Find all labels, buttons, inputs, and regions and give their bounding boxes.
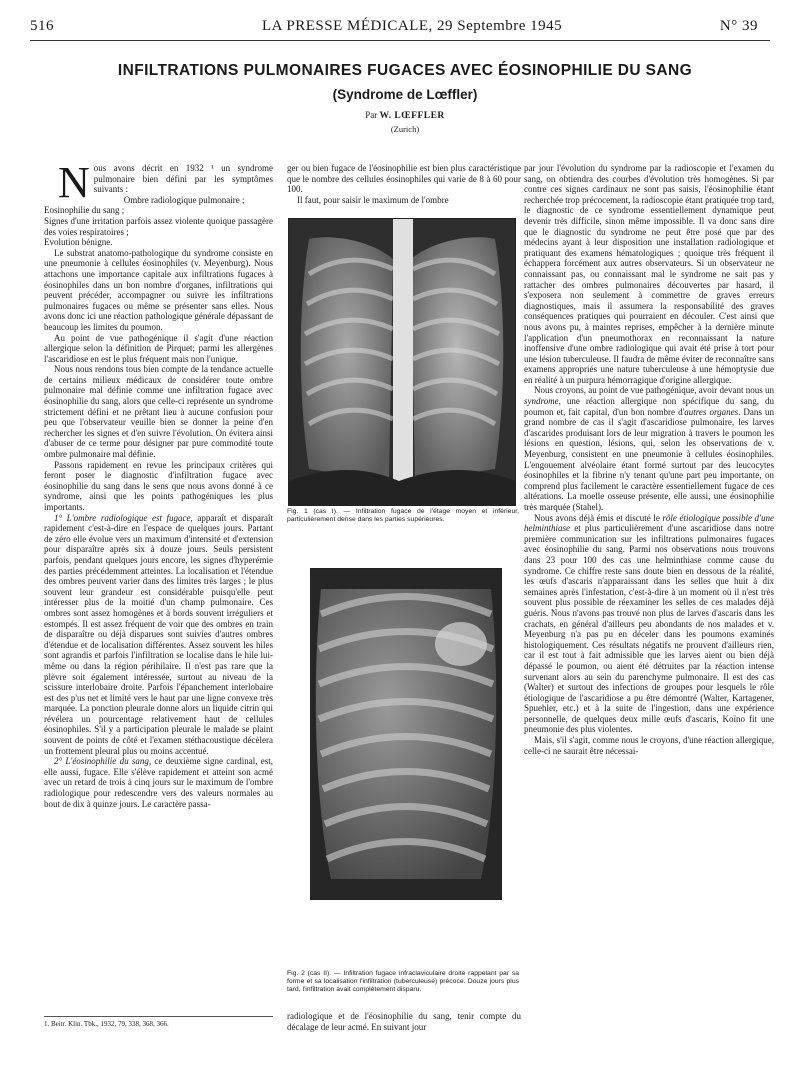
paragraph-intro: Nous avons décrit en 1932 ¹ un syndrome pulmonaire bien défini par les symptômes suivants : bbox=[58, 158, 273, 207]
drop-cap: N bbox=[58, 158, 90, 207]
running-head bbox=[30, 18, 770, 40]
paragraph: 1° L'ombre radiologique est fugace, apparaît et disparaît rapidement c'est-à-dire en l'espace de quelques jours. Partant de zéro elle évolue vers un maximum d'intensité et d'extension pour disparaître après six à douze jours. Seuls persistent parfois, pendant quelques jours encore, les signes d'hyperémie des parties précédemment atteintes. La localisation et l'étendue des ombres peuvent varier dans des limites très larges ; le plus souvent leur grandeur est considérable puisqu'elle peut intéresser plus de la moitié d'un champ pulmonaire. Ces ombres sont assez homogènes et à bords souvent irréguliers et estompés. Il est assez fréquent de voir que des ombres en train de disparaître ou déjà disparues sont suivies d'autres ombres d'étendue et de localisation différentes. Assez souvent les hiles sont agrandis et parfois l'infiltration se localise dans le hile lui-même ou dans la région périhilaire. Il n'est pas rare que la plèvre soit également intéressée, surtout au niveau de la scissure interlobaire droite. Parfois l'épanchement interlobaire est des p'us net et limité vers le haut par une ligne convexe très marquée. La ponction pleurale donne alors un liquide citrin qui révélera un pourcentage relativement haut de cellules éosinophiles. S'il y a participation pleurale le malade se plaint souvent de points de côté et l'examen stéthacoustique décèlera un frottement pleural plus ou moins accentué. bbox=[44, 512, 274, 756]
journal-title: LA PRESSE MÉDICALE, 29 Septembre 1945 bbox=[262, 18, 563, 34]
author-prefix: Par bbox=[365, 110, 378, 120]
paragraph: Nous avons déjà émis et discuté le rôle étiologique possible d'une helminthiase et plus particulièrement d'une ascaridiose dans notre première communication sur les infiltrations pulmonaires fugaces avec éosinophilie du sang. Parmi nos observations nous trouvons dans 23 pour 100 des cas une helminthiase comme cause du syndrome. Ce chiffre reste sans doute bien en dessous de la réalité, les œufs d'ascaris n'apparaissant dans les selles que huit à dix semaines après l'infestation, c'est-à-dire à un moment où il n'est très souvent plus possible de réexaminer les selles de ces malades déjà guéris. Nous n'avons pas trouvé non plus de larves d'ascaris dans les crachats, en général d'ailleurs peu abondants de nos malades et v. Meyenburg n'a pas pu en déceler dans les poumons examinés histologiquement. Ces résultats négatifs ne prouvent d'ailleurs rien, car il est tout à fait admissible que les larves aient ou bien déjà dépassé le poumon, ou aient été détruites par la réaction intense survenant alors au sein du parenchyme pulmonaire. Il est des cas (Walter) et surtout des infections de groupes pour lesquels le rôle étiologique de l'ascaridiose a pu être démontré (Walter, Kartagener, Spuehler, etc.) et à la suite de l'ingestion, dans une expérience personnelle, de quelques deux mille œufs d'ascaris, Koïno fit une pneumonie des plus violentes. bbox=[524, 512, 774, 735]
paragraph: Evolution bénigne. bbox=[44, 237, 113, 248]
author-line bbox=[60, 110, 750, 121]
paragraph: Signes d'une irritation parfois assez violente quoique passagère des voies respiratoires ; bbox=[44, 215, 273, 237]
figure-2-caption: Fig. 2 (cas II). — Infiltration fugace infraclaviculaire droite rappelant par sa forme et sa localisation l'infiltration (tuberculeuse) précoce. Douze jours plus tard, l'infiltration avait complètement disparu. bbox=[287, 970, 519, 993]
column-2-top bbox=[287, 163, 521, 211]
paragraph: Passons rapidement en revue les principaux critères qui feront poser le diagnostic d'infiltration fugace avec éosinophilie du sang dans le sens que nous avons donné à ce syndrome, ainsi que les points pathogéniques les plus importants. bbox=[44, 459, 273, 512]
author-name: W. LŒFFLER bbox=[379, 111, 445, 121]
paragraph: Eosinophilie du sang ; bbox=[44, 205, 125, 216]
paragraph: Au point de vue pathogénique il s'agit d'une réaction allergique selon la définition de Pirquet; parmi les allergènes l'ascaridiose en est le plus fréquent mais non l'unique. bbox=[44, 332, 273, 364]
paragraph: Il faut, pour saisir le maximum de l'ombre bbox=[297, 194, 449, 205]
figure-2-xray bbox=[310, 568, 502, 900]
paragraph: Le substrat anatomo-pathologique du syndrome consiste en une pneumonie à cellules éosinophiles (v. Meyenburg). Nous attachons une importance capitale aux infiltrations fugaces à éosinophiles dans un bon nombre d'organes, infiltrations qui peuvent précéder, accompagner ou suivre les infiltrations pulmonaires fugaces ou même se présenter sans elles. Nous avons donc ici une réaction pathologique générale dépassant de beaucoup les limites du poumon. bbox=[44, 247, 273, 332]
paragraph: 2° L'éosinophilie du sang, ce deuxième signe cardinal, est, elle aussi, fugace. Elle s'élève rapidement et atteint son acmé avec un retard de trois à cinq jours sur le maximum de l'ombre radiologique pour redescendre vers des valeurs normales au bout de dix à quinze jours. Le caractère passa- bbox=[44, 756, 273, 809]
column-1 bbox=[44, 158, 274, 809]
paragraph: par jour l'évolution du syndrome par la radioscopie et l'examen du sang, on obtiendra des courbes d'évolution très homogènes. Si par contre ces signes cardinaux ne sont pas saisis, l'éosinophilie étant recherchée trop précocement, la radioscopie étant pratiquée trop tard, le diagnostic de ce syndrome essentiellement dynamique peut devenir très difficile, sinon même impossible. Il va donc sans dire que le diagnostic du syndrome ne peut être posé que par des médecins ayant à leur disposition une installation radiologique et pratiquant des examens hématologiques ; quoique très fréquent il échappera forcément aux autres observateurs. Si un observateur ne connaissant pas, ou connaissant mal le syndrome ne sait pas y rattacher des ombres pulmonaires découvertes par hasard, il s'exposera non seulement à commettre de graves erreurs diagnostiques, mais il assumera la responsabilité des graves conséquences pratiques qui pourraient en découler. C'est ainsi que nous avons pu, à maintes reprises, empêcher à la dernière minute l'application d'un pneumothorax en reconnaissant la nature inoffensive d'une ombre radiologique qui avait été prise à tort pour une lésion tuberculeuse. Il faudra de même éviter de reconnaître sans examens appropriés une nature tuberculeuse à une hémoptysie due en réalité à un purpura hémorragique d'origine allergique. bbox=[524, 163, 774, 385]
column-2-bottom bbox=[287, 1011, 521, 1041]
column-3 bbox=[524, 163, 774, 1043]
paragraph: Nous croyons, au point de vue pathogénique, avoir devant nous un syndrome, une réaction allergique non spécifique du sang, du poumon et, fait capital, d'un bon nombre d'autres organes. Dans un grand nombre de cas il s'agit d'ascaridiose pulmonaire, les larves d'ascarides produisant lors de leur migration à travers le poumon les lésions en question, lésions, qui, selon les observations de v. Meyenburg, consistent en une pneumonie à cellules éosinophiles. L'engouement alvéolaire étant formé surtout par des leucocytes éosinophiles et la fibrine n'y tenant qu'une part peu importante, on comprend plus facilement le caractère essentiellement fugace de ces altérations. La moelle osseuse présente, elle aussi, une éosinophilie très marquée (Stahel). bbox=[524, 385, 774, 512]
xray-image-1 bbox=[289, 219, 515, 505]
xray-image-2 bbox=[311, 569, 501, 899]
article-subtitle: (Syndrome de Lœffler) bbox=[332, 87, 478, 102]
paragraph: Ombre radiologique pulmonaire ; bbox=[123, 194, 245, 205]
header-rule bbox=[30, 40, 770, 41]
paragraph: Mais, s'il s'agit, comme nous le croyons, d'une réaction allergique, celle-ci ne saurait être nécessai- bbox=[524, 735, 774, 756]
footnote: 1. Beitr. Klin. Tbk., 1932, 79, 338, 368, 366. bbox=[44, 1016, 273, 1028]
issue-number: N° 39 bbox=[719, 18, 758, 34]
paragraph: Nous nous rendons tous bien compte de la tendance actuelle de certains milieux médicaux de considérer toute ombre pulmonaire mal définie comme une infiltration fugace avec éosinophilie du sang, alors que celle-ci représente un syndrome strictement défini et ne prêtant lieu à aucune confusion pour peu que l'observateur veuille bien se donner la peine d'en rechercher les signes et d'en suivre l'évolution. On évitera ainsi d'abuser de ce terme pour désigner par pure commodité toute ombre pulmonaire mal définie. bbox=[44, 364, 273, 460]
paragraph: ger ou bien fugace de l'éosinophilie est bien plus caractéristique que le nombre des cellules éosinophiles qui varie de 8 à 60 pour 100. bbox=[287, 163, 521, 195]
author-affiliation: (Zurich) bbox=[390, 124, 420, 134]
article-title: INFILTRATIONS PULMONAIRES FUGACES AVEC ÉOSINOPHILIE DU SANG bbox=[117, 62, 693, 79]
paragraph: radiologique et de l'éosinophilie du sang, tenir compte du décalage de leur acmé. En suivant jour bbox=[287, 1011, 521, 1032]
page-number: 516 bbox=[30, 18, 54, 34]
figure-1-xray bbox=[288, 218, 516, 506]
figure-1-caption: Fig. 1 (cas I). — Infiltration fugace de l'étage moyen et inférieur, particulièrement dense dans les parties supérieures. bbox=[287, 508, 519, 523]
